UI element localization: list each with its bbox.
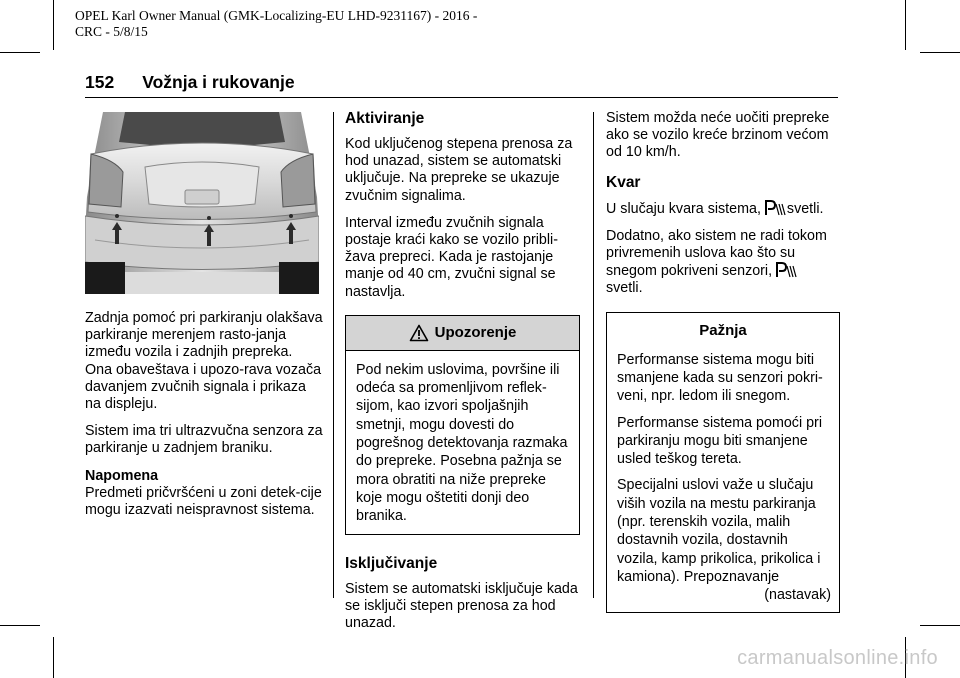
crop-mark bbox=[53, 0, 54, 50]
page-number: 152 bbox=[85, 72, 115, 92]
column-divider bbox=[593, 112, 594, 598]
page-title: Vožnja i rukovanje bbox=[142, 72, 295, 92]
car-rear-drawing bbox=[85, 112, 319, 294]
page-heading bbox=[85, 72, 295, 93]
caution-body bbox=[607, 349, 839, 613]
continued-marker: (nastavak) bbox=[764, 587, 831, 604]
crop-mark bbox=[920, 52, 960, 53]
warning-body bbox=[346, 351, 579, 534]
fault-p1-end: svetli. bbox=[786, 200, 824, 217]
warning-title: Upozorenje bbox=[434, 324, 517, 342]
crop-mark bbox=[0, 625, 40, 626]
column-2 bbox=[345, 110, 581, 632]
note-title: Napomena bbox=[85, 467, 159, 484]
document-header bbox=[75, 8, 477, 40]
warning-triangle-icon bbox=[409, 324, 429, 342]
parking-assist-icon bbox=[765, 200, 787, 216]
fault-p2-start: Dodatno, ako sistem ne radi tokom privremenih uslova kao što su snegom pokriveni senzori, bbox=[606, 227, 827, 280]
fault-paragraph-1 bbox=[606, 200, 842, 218]
header-line-1: OPEL Karl Owner Manual (GMK-Localizing-EU LHD-9231167) - 2016 - bbox=[75, 8, 478, 23]
caution-paragraph-3: Specijalni uslovi važe u slučaju viših vozila na mestu parkiranja (npr. terenskih vozila, malih dostavnih vozila, dostavnih vozila, kamp prikolica, prikolica i kamiona). Prepoznavanje bbox=[617, 477, 821, 585]
rear-bumper-illustration bbox=[85, 112, 319, 294]
fault-paragraph-2 bbox=[606, 228, 842, 298]
crop-mark bbox=[53, 637, 54, 678]
deactivation-title: Isključivanje bbox=[345, 554, 438, 572]
deactivation-text: Sistem se automatski isključuje kada se isključi stepen prenosa za hod unazad. bbox=[345, 580, 578, 631]
caution-paragraph-1: Performanse sistema mogu biti smanjene kada su senzori pokri-veni, npr. ledom ili snegom. bbox=[617, 351, 823, 405]
header-rule bbox=[85, 97, 838, 98]
crop-mark bbox=[0, 52, 40, 53]
intro-paragraph: Zadnja pomoć pri parkiranju olakšava parkiranje merenjem rasto-janja između vozila i zadnjih prepreka. Ona obaveštava i upozo-rava vozača davanjem zvučnih signala i prikaza na displeju. bbox=[85, 310, 323, 413]
activation-paragraph-2: Interval između zvučnih signala postaje kraći kako se vozilo pribli-žava prepreci. Kada je rastojanje manje od 40 cm, zvučni signal se nastavlja. bbox=[345, 214, 558, 300]
column-1 bbox=[85, 310, 323, 519]
watermark-footer: carmanualsonline.info bbox=[737, 647, 938, 669]
continued-text: Sistem možda neće uočiti prepreke ako se vozilo kreće brzinom većom od 10 km/h. bbox=[606, 110, 830, 161]
fault-p1-start: U slučaju kvara sistema, bbox=[606, 200, 761, 217]
note-text: Predmeti pričvršćeni u zoni detek-cije mogu izazvati neispravnost sistema. bbox=[85, 484, 322, 519]
caution-paragraph-2: Performanse sistema pomoći pri parkiranju mogu biti smanjene usled teškog tereta. bbox=[617, 414, 822, 468]
warning-box bbox=[345, 315, 580, 535]
warning-text: Pod nekim uslovima, površine ili odeća sa promenljivom reflek-sijom, kao izvori spoljašnjih smetnji, mogu dovesti do pogrešnog detektovanja razmaka do prepreke. Posebna pažnja se mora obratiti na niže prepreke koje mogu oštetiti donji deo branika. bbox=[356, 361, 568, 525]
sensors-paragraph: Sistem ima tri ultrazvučna senzora za parkiranje u zadnjem braniku. bbox=[85, 423, 323, 457]
activation-paragraph-1: Kod uključenog stepena prenosa za hod unazad, sistem se automatski uključuje. Na prepreke se ukazuje zvučnim signalima. bbox=[345, 136, 573, 204]
column-3 bbox=[606, 110, 842, 613]
activation-title: Aktiviranje bbox=[345, 110, 425, 127]
parking-assist-icon bbox=[776, 262, 798, 278]
fault-p2-end: svetli. bbox=[606, 280, 643, 297]
column-divider bbox=[333, 112, 334, 598]
warning-header bbox=[346, 316, 579, 351]
crop-mark bbox=[920, 625, 960, 626]
caution-title: Pažnja bbox=[699, 322, 747, 340]
caution-box bbox=[606, 312, 840, 614]
header-line-2: CRC - 5/8/15 bbox=[75, 24, 148, 39]
crop-mark bbox=[905, 0, 906, 50]
fault-title: Kvar bbox=[606, 173, 641, 191]
